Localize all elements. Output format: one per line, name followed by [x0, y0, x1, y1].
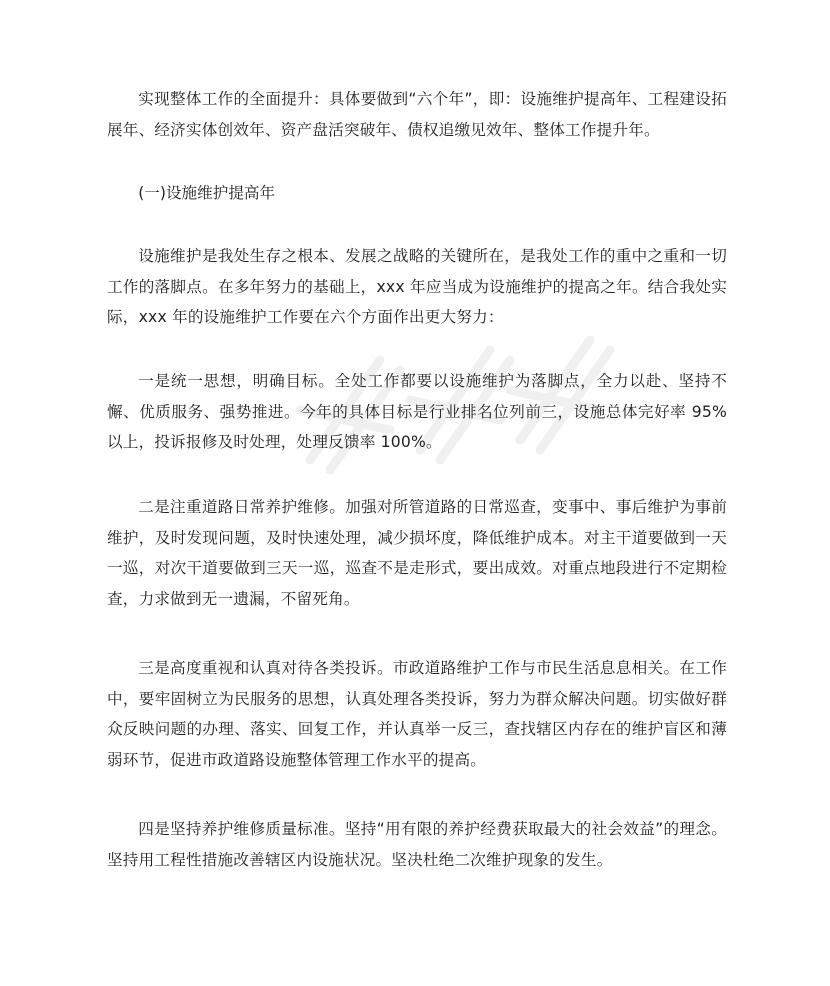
point-4-paragraph: 四是坚持养护维修质量标准。坚持“用有限的养护经费获取最大的社会效益”的理念。坚持用工程性措施改善辖区内设施状况。坚决杜绝二次维护现象的发生。	[107, 820, 727, 869]
section-heading: (一)设施维护提高年	[138, 184, 276, 202]
point-3-paragraph: 三是高度重视和认真对待各类投诉。市政道路维护工作与市民生活息息相关。在工作中，要牢固树立为民服务的思想，认真处理各类投诉，努力为群众解决问题。切实做好群众反映问题的办理、落实、回复工作，并认真举一反三，查找辖区内存在的维护盲区和薄弱环节，促进市政道路设施整体管理工作水平的提高。	[107, 659, 727, 769]
intro-paragraph: 实现整体工作的全面提升：具体要做到“六个年”，即：设施维护提高年、工程建设拓展年、经济实体创效年、资产盘活突破年、债权追缴见效年、整体工作提升年。	[107, 90, 727, 139]
section-intro-paragraph: 设施维护是我处生存之根本、发展之战略的关键所在，是我处工作的重中之重和一切工作的落脚点。在多年努力的基础上，xxx 年应当成为设施维护的提高之年。结合我处实际，xxx 年的设施维护工作要在六个方面作出更大努力：	[107, 247, 727, 326]
point-2-paragraph: 二是注重道路日常养护维修。加强对所管道路的日常巡查，变事中、事后维护为事前维护，及时发现问题，及时快速处理，减少损坏度，降低维护成本。对主干道要做到一天一巡，对次干道要做到三天一巡，巡查不是走形式，要出成效。对重点地段进行不定期检查，力求做到无一遗漏，不留死角。	[107, 498, 727, 608]
point-1-paragraph: 一是统一思想，明确目标。全处工作都要以设施维护为落脚点，全力以赴、坚持不懈、优质服务、强势推进。今年的具体目标是行业排名位列前三，设施总体完好率 95%以上，投诉报修及时处理，处理反馈率 100%。	[107, 372, 727, 451]
